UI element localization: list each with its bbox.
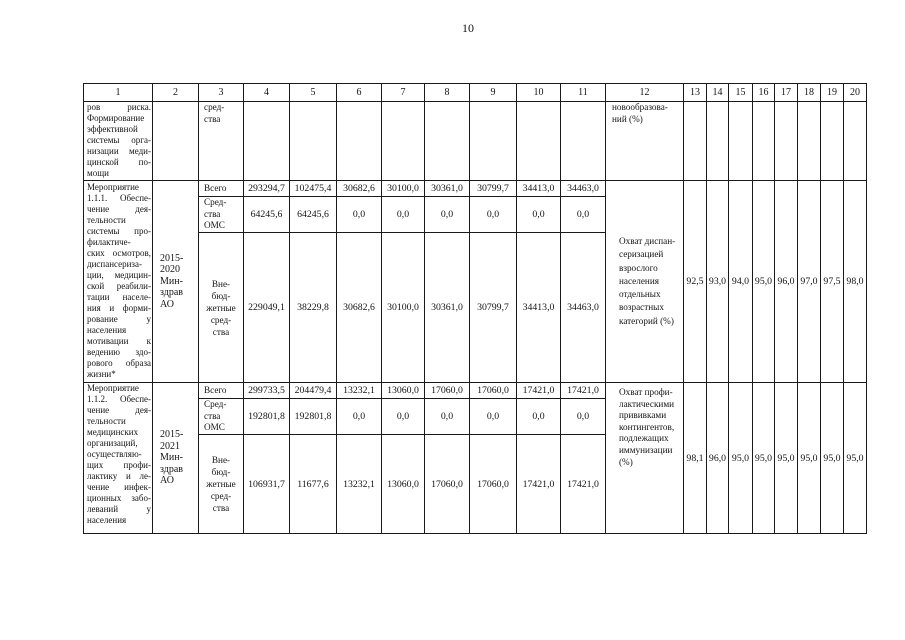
measure-1-indicator-value: 96,0 bbox=[775, 181, 798, 383]
empty-cell bbox=[844, 102, 867, 181]
text-line: Мин- bbox=[160, 275, 183, 287]
column-header-6: 6 bbox=[337, 84, 382, 102]
measure-2-offbudget-value: 11677,6 bbox=[290, 435, 337, 534]
measure-1-source-total bbox=[199, 181, 244, 197]
measure-1-indicator bbox=[606, 181, 684, 383]
text-line: 2015- bbox=[160, 252, 184, 264]
text-line: Охват диспан- bbox=[619, 235, 676, 246]
measure-2-total-value: 17060,0 bbox=[425, 383, 470, 399]
measure-2-oms-value: 0,0 bbox=[425, 399, 470, 435]
measure-2-title bbox=[84, 383, 153, 534]
header-row bbox=[84, 84, 867, 102]
empty-cell bbox=[775, 102, 798, 181]
text-line: чение дея- bbox=[87, 204, 151, 214]
measure-1-indicator-value: 94,0 bbox=[729, 181, 753, 383]
measure-2-period-executor bbox=[153, 383, 199, 534]
empty-cell bbox=[290, 102, 337, 181]
measure-1-offbudget-value: 30799,7 bbox=[470, 233, 517, 383]
text-line: диспансериза- bbox=[87, 259, 142, 269]
measure-1-total-value: 34463,0 bbox=[561, 181, 606, 197]
text-line: лактику и ле- bbox=[87, 471, 151, 481]
measure-1-total-value: 102475,4 bbox=[290, 181, 337, 197]
text-line: Мероприятие bbox=[87, 182, 139, 192]
text-line: леваний у bbox=[87, 504, 151, 514]
text-line: Сред- bbox=[204, 399, 227, 410]
measure-2-indicator-value: 95,0 bbox=[798, 383, 821, 534]
text-line: подлежащих bbox=[619, 433, 669, 444]
measure-1-oms-value: 0,0 bbox=[382, 197, 425, 233]
measure-1-offbudget-value: 34463,0 bbox=[561, 233, 606, 383]
text-line: Мероприятие bbox=[87, 383, 139, 393]
text-line: Формирование bbox=[87, 113, 145, 123]
measure-1-oms-value: 0,0 bbox=[470, 197, 517, 233]
measure-1-total-value: 30799,7 bbox=[470, 181, 517, 197]
empty-cell bbox=[753, 102, 775, 181]
column-header-17: 17 bbox=[775, 84, 798, 102]
text-line: контингентов, bbox=[619, 421, 675, 432]
column-header-13: 13 bbox=[684, 84, 707, 102]
text-line: населения bbox=[619, 275, 659, 286]
measure-1-source-oms bbox=[199, 197, 244, 233]
text-line: АО bbox=[160, 475, 174, 487]
text-line: тации населе- bbox=[87, 292, 151, 302]
measure-2-oms-value: 192801,8 bbox=[244, 399, 290, 435]
text-line: ской реабили- bbox=[87, 281, 151, 291]
measure-2-offbudget-value: 17421,0 bbox=[517, 435, 561, 534]
column-header-11: 11 bbox=[561, 84, 606, 102]
empty-cell bbox=[470, 102, 517, 181]
text-line: взрослого bbox=[619, 262, 658, 273]
measure-1-total-row bbox=[84, 181, 867, 197]
measure-2-total-value: 17060,0 bbox=[470, 383, 517, 399]
measure-1-indicator-value: 93,0 bbox=[707, 181, 729, 383]
text-line: цинской по- bbox=[87, 157, 151, 167]
empty-cell bbox=[337, 102, 382, 181]
measure-1-oms-value: 64245,6 bbox=[290, 197, 337, 233]
measure-2-total-value: 17421,0 bbox=[517, 383, 561, 399]
text-line: ния и форми- bbox=[87, 303, 151, 313]
text-line: ров риска. bbox=[87, 102, 151, 112]
measure-2-total-row bbox=[84, 383, 867, 399]
text-line: 1.1.1. Обеспе- bbox=[87, 193, 151, 203]
measure-2-offbudget-value: 106931,7 bbox=[244, 435, 290, 534]
measure-2-source-total bbox=[199, 383, 244, 399]
text-line: ства bbox=[204, 410, 221, 421]
continuation-measure-text bbox=[84, 102, 153, 181]
column-header-9: 9 bbox=[470, 84, 517, 102]
text-line: населения bbox=[87, 325, 127, 335]
text-line: ских осмотров, bbox=[87, 248, 151, 258]
measure-2-indicator-value: 98,1 bbox=[684, 383, 707, 534]
page-number: 10 bbox=[462, 21, 474, 35]
text-line: возрастных bbox=[619, 302, 664, 313]
continuation-row bbox=[84, 102, 867, 181]
column-header-2: 2 bbox=[153, 84, 199, 102]
text-line: Вне- bbox=[211, 455, 231, 465]
column-header-3: 3 bbox=[199, 84, 244, 102]
text-line: мощи bbox=[87, 168, 109, 178]
measure-2-offbudget-value: 17060,0 bbox=[470, 435, 517, 534]
measure-1-indicator-value: 92,5 bbox=[684, 181, 707, 383]
measure-2-indicator-value: 95,0 bbox=[775, 383, 798, 534]
empty-cell bbox=[425, 102, 470, 181]
measure-1-offbudget-value: 229049,1 bbox=[244, 233, 290, 383]
text-line: бюд- bbox=[211, 467, 231, 477]
text-line: мотивации к bbox=[87, 336, 151, 346]
column-header-5: 5 bbox=[290, 84, 337, 102]
text-line: 2015- bbox=[160, 429, 184, 441]
measure-1-offbudget-value: 34413,0 bbox=[517, 233, 561, 383]
text-line: бюд- bbox=[211, 290, 231, 301]
column-header-18: 18 bbox=[798, 84, 821, 102]
measure-2-source-oms bbox=[199, 399, 244, 435]
measure-1-total-value: 30361,0 bbox=[425, 181, 470, 197]
measure-2-indicator-value: 96,0 bbox=[707, 383, 729, 534]
measure-2-offbudget-value: 13060,0 bbox=[382, 435, 425, 534]
text-line: Всего bbox=[204, 384, 227, 395]
text-line: иммунизации bbox=[619, 444, 673, 455]
measure-1-total-value: 34413,0 bbox=[517, 181, 561, 197]
text-line: осуществляю- bbox=[87, 449, 142, 459]
measure-1-offbudget-value: 30682,6 bbox=[337, 233, 382, 383]
data-table bbox=[83, 83, 867, 534]
measure-1-period-executor bbox=[153, 181, 199, 383]
text-line: новообразова- bbox=[612, 102, 668, 112]
text-line: жетные bbox=[206, 302, 236, 313]
measure-2-total-value: 299733,5 bbox=[244, 383, 290, 399]
empty-cell bbox=[382, 102, 425, 181]
text-line: чение инфек- bbox=[87, 482, 151, 492]
measure-1-offbudget-value: 30100,0 bbox=[382, 233, 425, 383]
empty-cell bbox=[729, 102, 753, 181]
measure-2-indicator-value: 95,0 bbox=[844, 383, 867, 534]
measure-2-total-value: 204479,4 bbox=[290, 383, 337, 399]
text-line: ведению здо- bbox=[87, 347, 151, 357]
measure-2-indicator bbox=[606, 383, 684, 534]
empty-cell bbox=[684, 102, 707, 181]
text-line: организаций, bbox=[87, 438, 138, 448]
column-header-20: 20 bbox=[844, 84, 867, 102]
text-line: лактическими bbox=[619, 398, 675, 409]
measure-2-oms-value: 0,0 bbox=[517, 399, 561, 435]
empty-cell bbox=[707, 102, 729, 181]
text-line: сред- bbox=[204, 102, 225, 112]
text-line: ства bbox=[212, 326, 230, 337]
empty-cell bbox=[153, 102, 199, 181]
text-line: эффективной bbox=[87, 124, 138, 134]
measure-1-oms-value: 0,0 bbox=[517, 197, 561, 233]
column-header-4: 4 bbox=[244, 84, 290, 102]
measure-2-offbudget-value: 17060,0 bbox=[425, 435, 470, 534]
measure-1-indicator-value: 95,0 bbox=[753, 181, 775, 383]
text-line: системы орга- bbox=[87, 135, 151, 145]
text-line: категорий (%) bbox=[619, 315, 674, 326]
column-header-14: 14 bbox=[707, 84, 729, 102]
measure-1-oms-value: 0,0 bbox=[561, 197, 606, 233]
text-line: Сред- bbox=[204, 197, 227, 208]
text-line: населения bbox=[87, 515, 127, 525]
measure-1-total-value: 30100,0 bbox=[382, 181, 425, 197]
continuation-source-text bbox=[199, 102, 244, 181]
column-header-19: 19 bbox=[821, 84, 844, 102]
text-line: серизацией bbox=[619, 249, 664, 260]
measure-2-indicator-value: 95,0 bbox=[821, 383, 844, 534]
empty-cell bbox=[798, 102, 821, 181]
text-line: АО bbox=[160, 298, 174, 310]
measure-2-oms-value: 0,0 bbox=[561, 399, 606, 435]
continuation-indicator-text bbox=[606, 102, 684, 181]
measure-2-total-value: 13060,0 bbox=[382, 383, 425, 399]
column-header-8: 8 bbox=[425, 84, 470, 102]
measure-2-offbudget-value: 17421,0 bbox=[561, 435, 606, 534]
column-header-16: 16 bbox=[753, 84, 775, 102]
text-line: рового образа bbox=[87, 358, 151, 368]
text-line: системы про- bbox=[87, 226, 151, 236]
text-line: ний (%) bbox=[612, 113, 643, 124]
column-header-10: 10 bbox=[517, 84, 561, 102]
column-header-15: 15 bbox=[729, 84, 753, 102]
measure-2-indicator-value: 95,0 bbox=[753, 383, 775, 534]
measure-2-source-offbudget bbox=[199, 435, 244, 534]
empty-cell bbox=[561, 102, 606, 181]
measure-1-offbudget-value: 30361,0 bbox=[425, 233, 470, 383]
text-line: здрав bbox=[160, 287, 184, 299]
empty-cell bbox=[244, 102, 290, 181]
measure-1-indicator-value: 97,0 bbox=[798, 181, 821, 383]
text-line: ции, медицин- bbox=[87, 270, 151, 280]
text-line: щих профи- bbox=[87, 460, 151, 470]
text-line: (%) bbox=[619, 456, 633, 467]
text-line: жизни* bbox=[87, 369, 116, 379]
empty-cell bbox=[821, 102, 844, 181]
text-line: медицинских bbox=[87, 427, 139, 437]
text-line: здрав bbox=[160, 463, 184, 475]
empty-cell bbox=[517, 102, 561, 181]
column-header-1: 1 bbox=[84, 84, 153, 102]
text-line: сред- bbox=[210, 491, 232, 501]
text-line: низации меди- bbox=[87, 146, 151, 156]
text-line: филактиче- bbox=[87, 237, 131, 247]
measure-1-title bbox=[84, 181, 153, 383]
measure-2-offbudget-value: 13232,1 bbox=[337, 435, 382, 534]
measure-1-indicator-value: 97,5 bbox=[821, 181, 844, 383]
text-line: прививками bbox=[619, 410, 667, 421]
column-header-7: 7 bbox=[382, 84, 425, 102]
text-line: ства bbox=[212, 503, 230, 513]
text-line: 1.1.2. Обеспе- bbox=[87, 394, 151, 404]
text-line: 2021 bbox=[160, 440, 180, 452]
measure-1-offbudget-value: 38229,8 bbox=[290, 233, 337, 383]
measure-2-oms-value: 0,0 bbox=[470, 399, 517, 435]
measure-2-total-value: 13232,1 bbox=[337, 383, 382, 399]
measure-2-total-value: 17421,0 bbox=[561, 383, 606, 399]
text-line: Всего bbox=[204, 182, 227, 193]
measure-2-oms-value: 0,0 bbox=[337, 399, 382, 435]
measure-1-oms-value: 0,0 bbox=[425, 197, 470, 233]
text-line: тельности bbox=[87, 215, 126, 225]
text-line: жетные bbox=[206, 479, 236, 489]
text-line: чение дея- bbox=[87, 405, 151, 415]
text-line: Охват профи- bbox=[619, 387, 673, 397]
measure-1-total-value: 30682,6 bbox=[337, 181, 382, 197]
measure-1-indicator-value: 98,0 bbox=[844, 181, 867, 383]
text-line: ОМС bbox=[204, 422, 225, 433]
text-line: рование у bbox=[87, 314, 151, 324]
measure-1-source-offbudget bbox=[199, 233, 244, 383]
text-line: ционных забо- bbox=[87, 493, 151, 503]
measure-1-total-value: 293294,7 bbox=[244, 181, 290, 197]
text-line: Вне- bbox=[211, 278, 231, 289]
text-line: ства bbox=[204, 208, 221, 219]
column-header-12: 12 bbox=[606, 84, 684, 102]
text-line: 2020 bbox=[160, 264, 180, 276]
measure-2-oms-value: 192801,8 bbox=[290, 399, 337, 435]
measure-2-indicator-value: 95,0 bbox=[729, 383, 753, 534]
measure-1-oms-value: 64245,6 bbox=[244, 197, 290, 233]
text-line: сред- bbox=[210, 314, 232, 325]
text-line: отдельных bbox=[619, 289, 661, 300]
text-line: ОМС bbox=[204, 220, 225, 231]
measure-2-oms-value: 0,0 bbox=[382, 399, 425, 435]
text-line: Мин- bbox=[160, 452, 183, 464]
text-line: ства bbox=[204, 113, 221, 124]
text-line: тельности bbox=[87, 416, 126, 426]
measure-1-oms-value: 0,0 bbox=[337, 197, 382, 233]
